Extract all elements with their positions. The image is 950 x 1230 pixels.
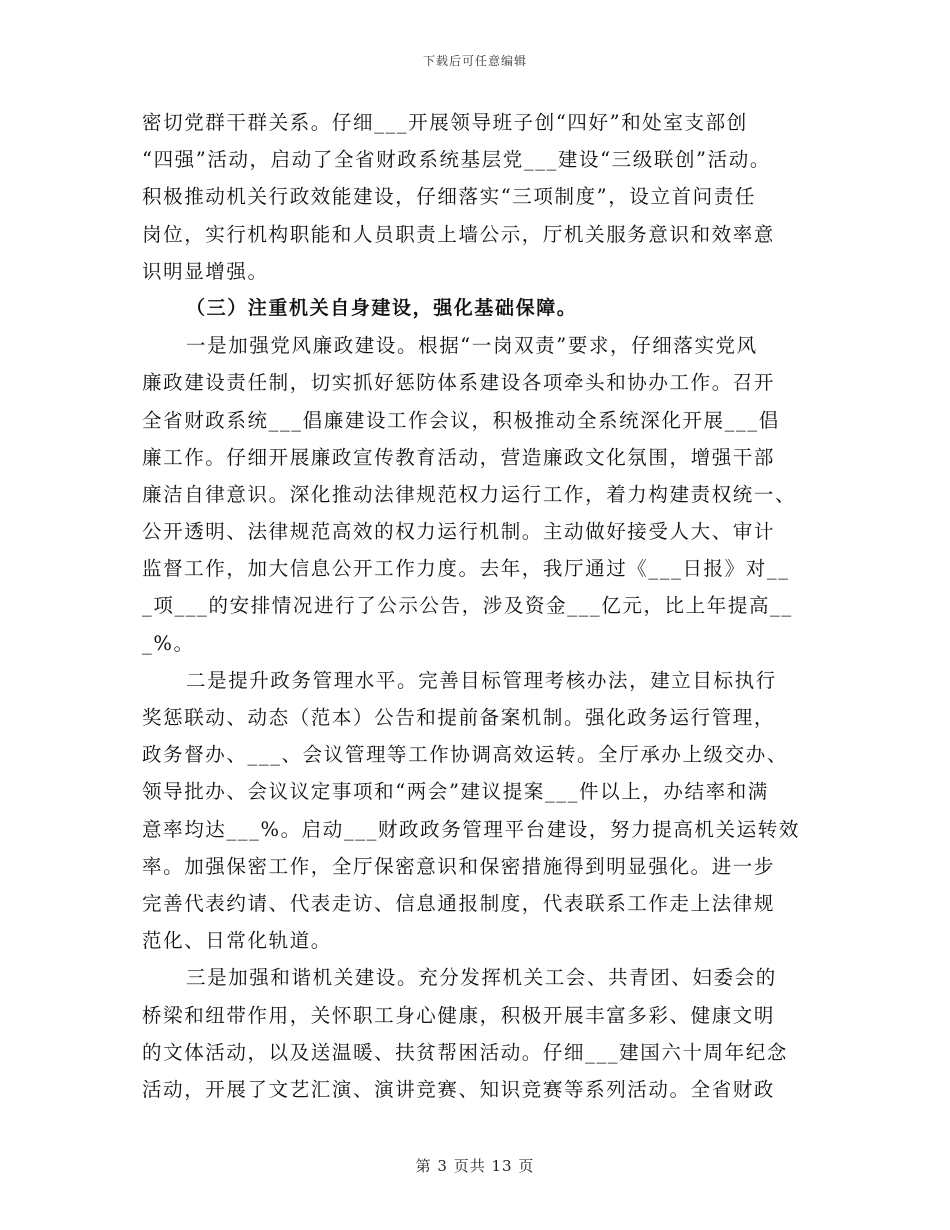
page-header: 下载后可任意编辑 (422, 54, 527, 68)
text-line: 活动，开展了文艺汇演、演讲竞赛、知识竞赛等系列活动。全省财政 (142, 1077, 776, 1101)
text-line: “四强”活动，启动了全省财政系统基层党___建设“三级联创”活动。 (142, 148, 771, 172)
text-line: 完善代表约请、代表走访、信息通报制度，代表联系工作走上法律规 (142, 891, 776, 915)
text-line: 的文体活动，以及送温暖、扶贫帮困活动。仔细___建国六十周年纪念 (142, 1040, 788, 1064)
text-line: _项___的安排情况进行了公示公告，涉及资金___亿元，比上年提高__ (142, 594, 793, 618)
text-line: 三是加强和谐机关建设。充分发挥机关工会、共青团、妇委会的 (186, 966, 777, 990)
text-line: 廉政建设责任制，切实抓好惩防体系建设各项牵头和协办工作。召开 (142, 371, 776, 395)
text-line: 桥梁和纽带作用，关怀职工身心健康，积极开展丰富多彩、健康文明 (142, 1003, 776, 1027)
text-line: 公开透明、法律规范高效的权力运行机制。主动做好接受人大、审计 (142, 520, 776, 544)
text-line: 意率均达___%。启动___财政政务管理平台建设，努力提高机关运转效 (142, 817, 800, 841)
text-line: 密切党群干群关系。仔细___开展领导班子创“四好”和处室支部创 (142, 111, 748, 134)
text-line: 全省财政系统___倡廉建设工作会议，积极推动全系统深化开展___倡 (142, 408, 780, 432)
text-line: 范化、日常化轨道。 (142, 929, 332, 953)
text-line: 政务督办、___、会议管理等工作协调高效运转。全厅承办上级交办、 (142, 743, 788, 767)
text-line: 监督工作，加大信息公开工作力度。去年，我厅通过《___日报》对__ (142, 557, 790, 581)
section-heading: （三）注重机关自身建设，强化基础保障。 (186, 296, 578, 319)
text-line: 领导批办、会议议定事项和“两会”建议提案___件以上，办结率和满 (142, 780, 769, 804)
text-line: 识明显增强。 (142, 259, 269, 283)
page-footer: 第 3 页共 13 页 (415, 1157, 535, 1175)
text-line: 一是加强党风廉政建设。根据“一岗双责”要求，仔细落实党风 (186, 334, 758, 358)
text-line: 廉洁自律意识。深化推动法律规范权力运行工作，着力构建责权统一、 (142, 482, 797, 506)
text-line: 二是提升政务管理水平。完善目标管理考核办法，建立目标执行 (186, 668, 777, 692)
text-line: 积极推动机关行政效能建设，仔细落实“三项制度”，设立首问责任 (142, 185, 756, 209)
text-line: _%。 (142, 631, 195, 655)
text-line: 奖惩联动、动态（范本）公告和提前备案机制。强化政务运行管理， (142, 706, 776, 729)
text-line: 岗位，实行机构职能和人员职责上墙公示，厅机关服务意识和效率意 (142, 222, 776, 246)
document-body (142, 104, 822, 1108)
text-line: 廉工作。仔细开展廉政宣传教育活动，营造廉政文化氛围，增强干部 (142, 445, 776, 469)
text-line: 率。加强保密工作，全厅保密意识和保密措施得到明显强化。进一步 (142, 854, 776, 878)
